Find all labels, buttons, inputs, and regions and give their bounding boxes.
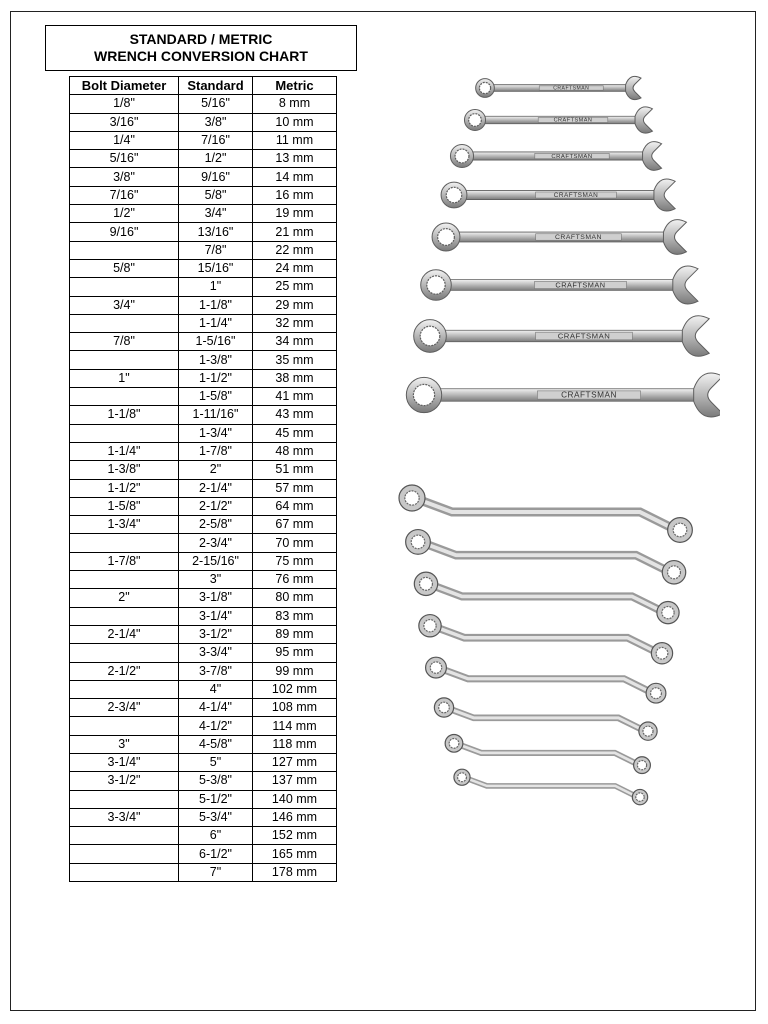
cell-standard: 7/8" xyxy=(179,241,253,259)
table-row xyxy=(70,589,337,607)
offset-box-wrench-icon xyxy=(454,769,648,805)
table-row xyxy=(70,388,337,406)
cell-metric: 102 mm xyxy=(253,680,337,698)
cell-metric: 14 mm xyxy=(253,168,337,186)
cell-bolt-diameter: 1-7/8" xyxy=(70,552,179,570)
cell-standard: 3" xyxy=(179,571,253,589)
combination-wrench-icon xyxy=(450,142,661,171)
cell-standard: 13/16" xyxy=(179,223,253,241)
cell-standard: 1-3/4" xyxy=(179,424,253,442)
brand-stamp: CRAFTSMAN xyxy=(553,192,599,200)
table-row xyxy=(70,223,337,241)
title-line-2: WRENCH CONVERSION CHART xyxy=(94,48,308,64)
table-row xyxy=(70,662,337,680)
cell-metric: 99 mm xyxy=(253,662,337,680)
cell-metric: 16 mm xyxy=(253,186,337,204)
cell-bolt-diameter xyxy=(70,314,179,332)
cell-standard: 15/16" xyxy=(179,259,253,277)
cell-metric: 24 mm xyxy=(253,259,337,277)
cell-bolt-diameter: 1-1/2" xyxy=(70,479,179,497)
cell-bolt-diameter: 1-1/8" xyxy=(70,406,179,424)
brand-stamp: CRAFTSMAN xyxy=(553,85,590,92)
cell-metric: 21 mm xyxy=(253,223,337,241)
cell-standard: 2" xyxy=(179,461,253,479)
cell-bolt-diameter: 7/16" xyxy=(70,186,179,204)
cell-metric: 89 mm xyxy=(253,625,337,643)
table-row xyxy=(70,442,337,460)
table-row xyxy=(70,625,337,643)
cell-standard: 1-1/8" xyxy=(179,296,253,314)
cell-standard: 2-15/16" xyxy=(179,552,253,570)
cell-metric: 127 mm xyxy=(253,753,337,771)
table-row xyxy=(70,680,337,698)
cell-standard: 3-1/8" xyxy=(179,589,253,607)
offset-box-wrenches-photo xyxy=(390,478,710,808)
table-row xyxy=(70,863,337,881)
header-bolt-diameter: Bolt Diameter xyxy=(70,77,179,95)
table-row xyxy=(70,497,337,515)
cell-metric: 57 mm xyxy=(253,479,337,497)
cell-bolt-diameter: 1/4" xyxy=(70,131,179,149)
cell-bolt-diameter: 1" xyxy=(70,369,179,387)
cell-metric: 25 mm xyxy=(253,278,337,296)
combination-wrench-icon xyxy=(476,76,641,99)
cell-bolt-diameter xyxy=(70,717,179,735)
cell-standard: 3-1/2" xyxy=(179,625,253,643)
cell-bolt-diameter xyxy=(70,827,179,845)
cell-metric: 114 mm xyxy=(253,717,337,735)
cell-metric: 137 mm xyxy=(253,772,337,790)
conversion-table xyxy=(69,76,337,882)
cell-metric: 45 mm xyxy=(253,424,337,442)
table-row xyxy=(70,369,337,387)
table-row xyxy=(70,827,337,845)
table-row xyxy=(70,150,337,168)
cell-bolt-diameter xyxy=(70,571,179,589)
cell-bolt-diameter xyxy=(70,790,179,808)
offset-box-wrench-icon xyxy=(434,698,657,740)
cell-metric: 76 mm xyxy=(253,571,337,589)
cell-standard: 1-1/4" xyxy=(179,314,253,332)
table-row xyxy=(70,168,337,186)
table-row xyxy=(70,95,337,113)
combination-wrenches-photo xyxy=(390,70,720,430)
header-standard: Standard xyxy=(179,77,253,95)
header-metric: Metric xyxy=(253,77,337,95)
cell-bolt-diameter: 5/16" xyxy=(70,150,179,168)
cell-bolt-diameter: 3-3/4" xyxy=(70,808,179,826)
table-row xyxy=(70,516,337,534)
brand-stamp: CRAFTSMAN xyxy=(557,331,611,341)
table-row xyxy=(70,552,337,570)
cell-standard: 1-7/8" xyxy=(179,442,253,460)
table-row xyxy=(70,186,337,204)
cell-standard: 1" xyxy=(179,278,253,296)
cell-metric: 11 mm xyxy=(253,131,337,149)
cell-standard: 9/16" xyxy=(179,168,253,186)
cell-bolt-diameter xyxy=(70,863,179,881)
cell-metric: 140 mm xyxy=(253,790,337,808)
cell-bolt-diameter xyxy=(70,845,179,863)
cell-metric: 41 mm xyxy=(253,388,337,406)
cell-standard: 5-3/4" xyxy=(179,808,253,826)
cell-bolt-diameter: 2" xyxy=(70,589,179,607)
cell-metric: 32 mm xyxy=(253,314,337,332)
cell-metric: 34 mm xyxy=(253,333,337,351)
table-row xyxy=(70,113,337,131)
cell-bolt-diameter: 2-1/2" xyxy=(70,662,179,680)
cell-metric: 48 mm xyxy=(253,442,337,460)
combination-wrench-icon xyxy=(406,373,720,417)
table-body xyxy=(70,95,337,882)
cell-standard: 1-1/2" xyxy=(179,369,253,387)
cell-metric: 13 mm xyxy=(253,150,337,168)
cell-bolt-diameter xyxy=(70,424,179,442)
cell-standard: 4" xyxy=(179,680,253,698)
table-row xyxy=(70,808,337,826)
table-row xyxy=(70,205,337,223)
table-row xyxy=(70,296,337,314)
title-line-1: STANDARD / METRIC xyxy=(129,31,273,47)
brand-stamp: CRAFTSMAN xyxy=(555,234,602,242)
cell-bolt-diameter: 9/16" xyxy=(70,223,179,241)
cell-standard: 5" xyxy=(179,753,253,771)
cell-bolt-diameter: 2-1/4" xyxy=(70,625,179,643)
cell-standard: 2-5/8" xyxy=(179,516,253,534)
offset-box-wrench-icon xyxy=(406,530,686,584)
cell-standard: 5/16" xyxy=(179,95,253,113)
cell-metric: 108 mm xyxy=(253,699,337,717)
cell-standard: 4-5/8" xyxy=(179,735,253,753)
cell-standard: 5-1/2" xyxy=(179,790,253,808)
brand-stamp: CRAFTSMAN xyxy=(561,390,617,400)
table-row xyxy=(70,845,337,863)
offset-box-wrench-icon xyxy=(419,615,673,664)
offset-box-wrench-icon xyxy=(426,657,666,703)
table-header-row xyxy=(70,77,337,95)
cell-metric: 64 mm xyxy=(253,497,337,515)
cell-bolt-diameter: 1-5/8" xyxy=(70,497,179,515)
cell-metric: 152 mm xyxy=(253,827,337,845)
cell-bolt-diameter: 3" xyxy=(70,735,179,753)
table-row xyxy=(70,753,337,771)
cell-metric: 83 mm xyxy=(253,607,337,625)
cell-standard: 3-7/8" xyxy=(179,662,253,680)
cell-bolt-diameter: 3-1/4" xyxy=(70,753,179,771)
brand-stamp: CRAFTSMAN xyxy=(555,280,606,290)
combination-wrench-icon xyxy=(464,107,652,133)
cell-standard: 7/16" xyxy=(179,131,253,149)
table-row xyxy=(70,131,337,149)
cell-bolt-diameter: 3-1/2" xyxy=(70,772,179,790)
combination-wrench-icon xyxy=(421,266,698,304)
cell-metric: 29 mm xyxy=(253,296,337,314)
table-row xyxy=(70,735,337,753)
cell-standard: 7" xyxy=(179,863,253,881)
cell-bolt-diameter xyxy=(70,680,179,698)
table-row xyxy=(70,424,337,442)
cell-standard: 6" xyxy=(179,827,253,845)
table-row xyxy=(70,644,337,662)
cell-standard: 1-3/8" xyxy=(179,351,253,369)
cell-standard: 1-5/16" xyxy=(179,333,253,351)
table-row xyxy=(70,241,337,259)
cell-bolt-diameter xyxy=(70,644,179,662)
cell-metric: 19 mm xyxy=(253,205,337,223)
cell-bolt-diameter: 5/8" xyxy=(70,259,179,277)
cell-bolt-diameter: 1/8" xyxy=(70,95,179,113)
cell-metric: 70 mm xyxy=(253,534,337,552)
brand-stamp: CRAFTSMAN xyxy=(551,153,593,160)
cell-metric: 146 mm xyxy=(253,808,337,826)
combination-wrench-icon xyxy=(432,220,686,255)
cell-standard: 1/2" xyxy=(179,150,253,168)
cell-bolt-diameter: 3/8" xyxy=(70,168,179,186)
cell-metric: 118 mm xyxy=(253,735,337,753)
offset-box-wrench-icon xyxy=(445,735,650,774)
cell-standard: 3-3/4" xyxy=(179,644,253,662)
cell-standard: 3/4" xyxy=(179,205,253,223)
cell-bolt-diameter xyxy=(70,351,179,369)
cell-bolt-diameter: 1-3/4" xyxy=(70,516,179,534)
cell-bolt-diameter: 1-3/8" xyxy=(70,461,179,479)
table-row xyxy=(70,790,337,808)
combination-wrench-icon xyxy=(441,179,675,211)
table-row xyxy=(70,351,337,369)
cell-bolt-diameter: 2-3/4" xyxy=(70,699,179,717)
cell-metric: 8 mm xyxy=(253,95,337,113)
table-row xyxy=(70,259,337,277)
cell-standard: 3/8" xyxy=(179,113,253,131)
table-row xyxy=(70,314,337,332)
table-row xyxy=(70,461,337,479)
cell-standard: 4-1/2" xyxy=(179,717,253,735)
cell-standard: 5/8" xyxy=(179,186,253,204)
cell-standard: 1-5/8" xyxy=(179,388,253,406)
cell-metric: 22 mm xyxy=(253,241,337,259)
table-row xyxy=(70,479,337,497)
table-row xyxy=(70,699,337,717)
cell-metric: 43 mm xyxy=(253,406,337,424)
combination-wrench-icon xyxy=(414,316,710,357)
table-row xyxy=(70,607,337,625)
cell-bolt-diameter: 3/4" xyxy=(70,296,179,314)
cell-bolt-diameter xyxy=(70,388,179,406)
table-row xyxy=(70,772,337,790)
table-row xyxy=(70,534,337,552)
cell-metric: 75 mm xyxy=(253,552,337,570)
cell-standard: 5-3/8" xyxy=(179,772,253,790)
cell-standard: 2-1/2" xyxy=(179,497,253,515)
cell-bolt-diameter: 7/8" xyxy=(70,333,179,351)
offset-box-wrench-icon xyxy=(399,485,692,542)
cell-metric: 95 mm xyxy=(253,644,337,662)
cell-metric: 80 mm xyxy=(253,589,337,607)
cell-metric: 51 mm xyxy=(253,461,337,479)
cell-standard: 6-1/2" xyxy=(179,845,253,863)
cell-metric: 67 mm xyxy=(253,516,337,534)
offset-box-wrench-icon xyxy=(414,572,679,624)
cell-metric: 35 mm xyxy=(253,351,337,369)
chart-title xyxy=(45,25,357,71)
cell-bolt-diameter: 1/2" xyxy=(70,205,179,223)
cell-metric: 165 mm xyxy=(253,845,337,863)
table-row xyxy=(70,406,337,424)
cell-bolt-diameter: 1-1/4" xyxy=(70,442,179,460)
cell-standard: 4-1/4" xyxy=(179,699,253,717)
table-row xyxy=(70,717,337,735)
table-row xyxy=(70,333,337,351)
cell-bolt-diameter xyxy=(70,241,179,259)
cell-bolt-diameter xyxy=(70,607,179,625)
cell-standard: 3-1/4" xyxy=(179,607,253,625)
cell-standard: 2-3/4" xyxy=(179,534,253,552)
table-row xyxy=(70,278,337,296)
cell-metric: 38 mm xyxy=(253,369,337,387)
cell-standard: 2-1/4" xyxy=(179,479,253,497)
brand-stamp: CRAFTSMAN xyxy=(553,117,593,124)
cell-bolt-diameter: 3/16" xyxy=(70,113,179,131)
cell-bolt-diameter xyxy=(70,278,179,296)
cell-standard: 1-11/16" xyxy=(179,406,253,424)
cell-metric: 10 mm xyxy=(253,113,337,131)
cell-bolt-diameter xyxy=(70,534,179,552)
cell-metric: 178 mm xyxy=(253,863,337,881)
table-row xyxy=(70,571,337,589)
